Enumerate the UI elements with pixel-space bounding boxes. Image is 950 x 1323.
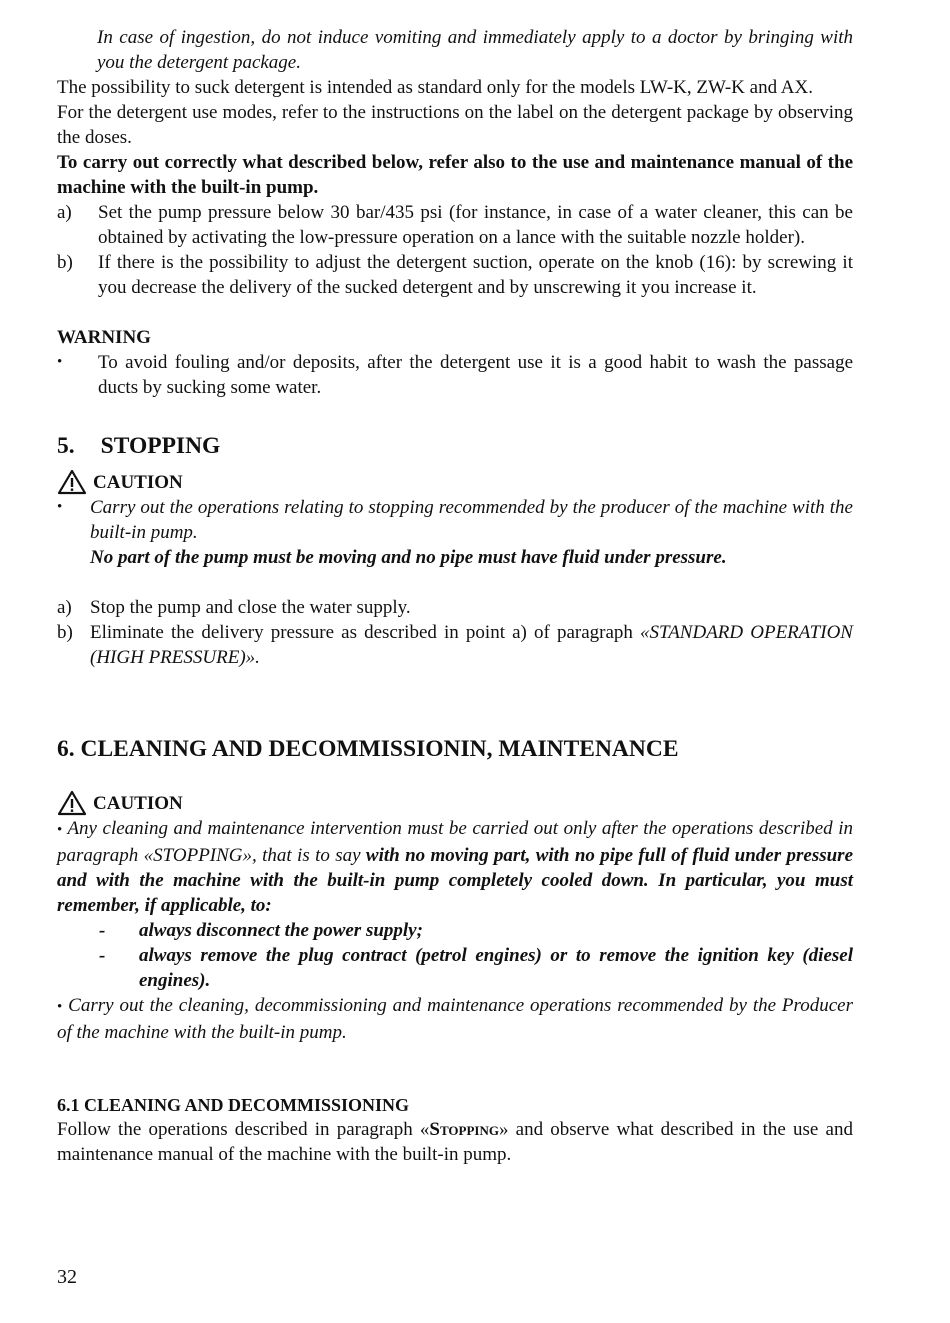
caution-label: CAUTION — [93, 793, 183, 814]
caution-bold-text: with no moving part, with no pipe full of fluid under pressure and with the machine with the built-in pump completely cooled down. In particular, you must remember, if applicable, to: — [57, 845, 853, 916]
section-heading-stopping — [57, 431, 853, 461]
paragraph-reference: Stopping — [429, 1119, 499, 1140]
ingestion-note: In case of ingestion, do not induce vomiting and immediately apply to a doctor by bringing with you the detergent package. — [97, 27, 853, 73]
caution-heading — [57, 790, 853, 816]
dash-text: always disconnect the power supply; — [139, 920, 423, 941]
warning-text: To avoid fouling and/or deposits, after the detergent use it is a good habit to wash the passage ducts by sucking some water. — [98, 352, 853, 398]
caution-italic-text: Any cleaning and maintenance intervention must be carried out only after the operations described in paragraph «STOPPING», that is to say — [57, 818, 853, 866]
bullet-icon: • — [57, 999, 63, 1015]
caution-bold-text: No part of the pump must be moving and no pipe must have fluid under pressure. — [90, 547, 727, 568]
caution-text: Carry out the operations relating to stopping recommended by the producer of the machine with the built-in pump. — [90, 497, 853, 543]
manual-page — [57, 25, 853, 1167]
dash-text: always remove the plug contract (petrol engines) or to remove the ignition key (diesel engines). — [139, 945, 853, 991]
manual-reference-note: To carry out correctly what described below, refer also to the use and maintenance manual of the machine with the built-in pump. — [57, 152, 853, 198]
warning-title: WARNING — [57, 327, 151, 348]
dash-marker: - — [99, 945, 106, 966]
caution-label: CAUTION — [93, 472, 183, 493]
section-heading-cleaning: 6. CLEANING AND DECOMMISSIONIN, MAINTENANCE — [57, 736, 679, 762]
dash-item-ignition — [57, 943, 853, 993]
intro-step-b — [57, 250, 853, 300]
subsection-paragraph — [57, 1117, 853, 1167]
suction-note: The possibility to suck detergent is intended as standard only for the models LW-K, ZW-K and AX. — [57, 77, 813, 98]
step-text: If there is the possibility to adjust the detergent suction, operate on the knob (16): by screwing it you decrease the delivery of the sucked detergent and by unscrewing it you increase it. — [98, 252, 853, 298]
step-text: Stop the pump and close the water supply. — [90, 597, 411, 618]
warning-triangle-icon — [57, 469, 87, 495]
bullet-icon: • — [57, 499, 63, 515]
section-title: STOPPING — [100, 433, 221, 459]
bullet-icon: • — [57, 354, 63, 370]
dash-item-power — [57, 918, 853, 943]
dash-marker: - — [99, 920, 106, 941]
step-text: Eliminate the delivery pressure as described in point a) of paragraph — [90, 622, 641, 643]
cleaning-operations-paragraph — [57, 993, 853, 1045]
intro-step-a — [57, 200, 853, 250]
cleaning-caution-paragraph — [57, 816, 853, 918]
stopping-caution-item — [57, 495, 853, 570]
stopping-step-a — [57, 595, 853, 620]
section-number: 5. — [57, 433, 75, 459]
usage-note: For the detergent use modes, refer to the instructions on the label on the detergent package by observing the doses. — [57, 102, 853, 148]
text-after: » and observe what described in the use and maintenance manual of the machine with the built-in pump. — [57, 1119, 853, 1165]
text-before: Follow the operations described in paragraph « — [57, 1119, 430, 1140]
paragraph-reference: «STANDARD OPERATION (HIGH PRESSURE)». — [90, 622, 853, 668]
subsection-heading: 6.1 CLEANING AND DECOMMISSIONING — [57, 1095, 410, 1115]
bullet-icon: • — [57, 822, 63, 838]
step-text: Set the pump pressure below 30 bar/435 psi (for instance, in case of a water cleaner, this can be obtained by activating the low-pressure operation on a lance with the suitable nozzle holder). — [98, 202, 853, 248]
operations-text: Carry out the cleaning, decommissioning and maintenance operations recommended by the Producer of the machine with the built-in pump. — [57, 995, 853, 1043]
warning-item — [57, 350, 853, 400]
page-number: 32 — [57, 1266, 77, 1288]
stopping-step-b — [57, 620, 853, 670]
step-marker: b) — [57, 622, 73, 643]
caution-heading — [57, 469, 853, 495]
warning-triangle-icon — [57, 790, 87, 816]
step-marker: a) — [57, 202, 72, 223]
step-marker: a) — [57, 597, 72, 618]
step-marker: b) — [57, 252, 73, 273]
